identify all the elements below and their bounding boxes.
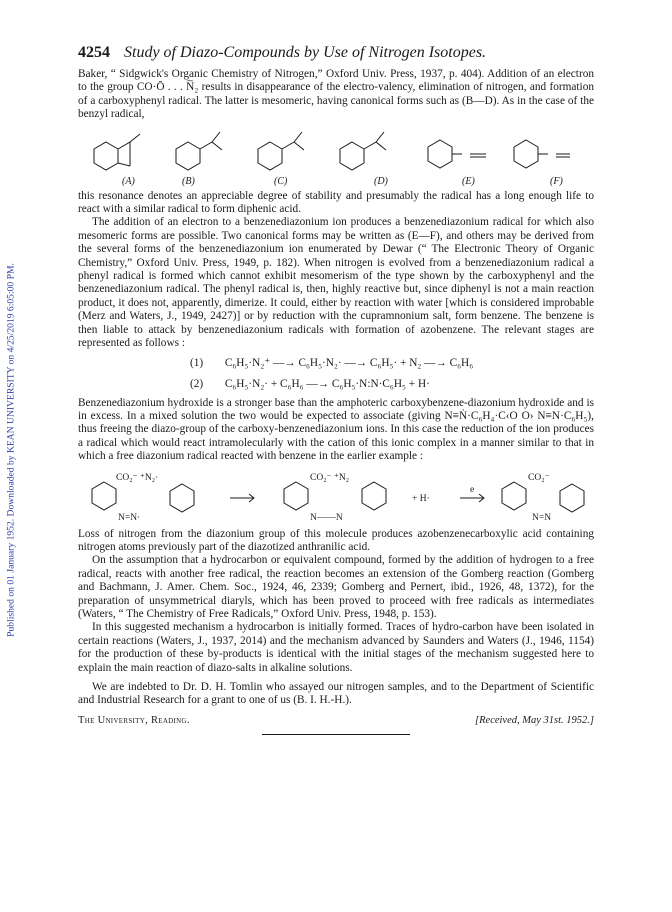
- scheme-right-ring-2: [560, 484, 584, 512]
- scheme-arrow-label: e: [470, 484, 475, 495]
- label-a: (A): [122, 175, 135, 187]
- label-c: (C): [274, 175, 288, 187]
- scheme-right-ring-1: [502, 482, 526, 510]
- structure-e: [428, 140, 486, 168]
- scheme-mid-bottom: N——N: [310, 512, 343, 523]
- scheme-left-ring-1: [92, 482, 116, 510]
- structures-a-f: [78, 126, 594, 188]
- scheme-right-bottom: N=N: [532, 512, 552, 523]
- structure-c: [258, 132, 304, 170]
- label-f: (F): [550, 175, 563, 187]
- equation-2-body: C₆H₅·N₂· + C₆H₆ —→ C₆H₅·N:N·C₆H₅ + H·: [224, 377, 430, 390]
- page-header: [78, 44, 594, 62]
- scheme-mid-ring-1: [284, 482, 308, 510]
- structure-b: [176, 132, 222, 170]
- paragraph-7: In this suggested mechanism a hydrocarbon is initially formed. Traces of hydro-carbon have been isolated in certain reactions (Waters, J., 1937, 2014) and the mechanism advanced by Saunders and Waters (J., 1946, 1154) for the production of these by-products is identical with the initial stages of the mechanism suggested here to explain the main reaction of diazo-salts in alkaline solutions.: [78, 621, 594, 674]
- page-footer: [78, 715, 594, 726]
- scheme-right-top: CO₂⁻: [528, 472, 550, 483]
- acknowledgement: We are indebted to Dr. D. H. Tomlin who assayed our nitrogen samples, and to the Department of Scientific and Industrial Research for a grant to one of us (B. I. H.-H.).: [78, 681, 594, 707]
- paragraph-3: The addition of an electron to a benzenediazonium ion produces a benzenediazonium radical for which also mesomeric forms are possible. Two canonical forms may be written as (E—F), and others may be derived from the several forms of the benzenediazonium ion enumerated by Dewar (“ The Electronic Theory of Organic Chemistry,” Oxford Univ. Press, 1949, p. 182). When nitrogen is evolved from a benzenediazonium radical a phenyl radical is formed which cannot exhibit mesomerism of the type shown by the carboxyphenyl and the benzenediazonium radical. The phenyl radical is, then, highly reactive but, since diphenyl is not a main reaction product, it does not, apparently, dimerize. It could, either by reaction with water [which is considered improbable (Merz and Waters, J., 1949, 2427)] or by reduction with the cupramnonium salt, form benzene. The benzene is then liable to attack by benzenediazonium radicals with formation of azobenzene. The relevant stages are represented as follows :: [78, 216, 594, 350]
- paragraph-4: Benzenediazonium hydroxide is a stronger base than the amphoteric carboxybenzene-diazonium hydroxide and is in excess. In a mixed solution the two would be expected to associate (giving N≡Ṅ·C₆H₄·C‹O O› N≡N·C₆H₅), thus freeing the diazo-group of the carboxy-benzenediazonium ions. In this case the reduction of the ion produces a radical which would react intramolecularly with the cation of this ionic complex in a manner similar to that in which a free diazonium radical reacted with benzene in the earlier example :: [78, 396, 594, 463]
- reaction-scheme: [78, 468, 594, 526]
- scheme-plus-h: + H·: [412, 493, 430, 504]
- scheme-mid-top: CO₂⁻ ⁺N₂: [310, 472, 350, 483]
- page-number: 4254: [78, 44, 110, 61]
- paragraph-1: Baker, “ Sidgwick's Organic Chemistry of Nitrogen,” Oxford Univ. Press, 1937, p. 404). Addition of an electron to the group CO·Ō . . . N̅₂ results in disappearance of the electro-valency, elimination of nitrogen, and formation of a carboxyphenyl radical. The latter is mesomeric, having canonical forms such as (B—D). As in the case of the benzyl radical,: [78, 68, 594, 121]
- structure-a: [94, 134, 140, 170]
- label-b: (B): [182, 175, 195, 187]
- label-d: (D): [374, 175, 388, 187]
- paragraph-2: this resonance denotes an appreciable degree of stability and presumably the radical has a long enough life to react with a similar radical to form diphenic acid.: [78, 189, 594, 216]
- paper-page: [78, 44, 594, 735]
- watermark-text: Published on 01 January 1952. Downloaded by KEAN UNIVERSITY on 4/25/2019 6:05:00 PM.: [5, 263, 17, 637]
- equation-1-label: (1): [190, 356, 204, 369]
- scheme-left-bottom: N=N·: [118, 512, 141, 523]
- scheme-left-top: CO₂⁻ ⁺N₂·: [116, 472, 159, 483]
- equation-1: [190, 355, 594, 372]
- end-rule: [262, 734, 410, 735]
- equation-2: [190, 376, 594, 393]
- running-title: Study of Diazo-Compounds by Use of Nitrogen Isotopes.: [124, 44, 487, 61]
- label-e: (E): [462, 175, 475, 187]
- structure-f: [514, 140, 570, 168]
- scheme-mid-ring-2: [362, 482, 386, 510]
- structure-d: [340, 132, 386, 170]
- equation-1-body: C₆H₅·N₂⁺ —→ C₆H₅·N₂· —→ C₆H₅· + N₂ —→ C₆H₆: [224, 356, 474, 369]
- equation-2-label: (2): [190, 377, 204, 390]
- received-date: [Received, May 31st. 1952.]: [475, 714, 594, 726]
- institution: The University, Reading.: [78, 714, 190, 726]
- paragraph-5: Loss of nitrogen from the diazonium group of this molecule produces azobenzenecarboxylic acid containing nitrogen atoms previously part of the diazotized anthranilic acid.: [78, 527, 594, 553]
- download-watermark: [4, 130, 18, 770]
- paragraph-6: On the assumption that a hydrocarbon or equivalent compound, formed by the addition of hydrogen to a free radical, reacts with another free radical, the reaction becomes an extension of the Gomberg reaction (Gomberg and Bachmann, J. Amer. Chem. Soc., 1924, 46, 2339; Gomberg and Pernert, ibid., 1926, 48, 1372), for the preparation of unsymmetrical diaryls, which has been proved to proceed with free radicals as intermediates (Waters, “ The Chemistry of Free Radicals,” Oxford Univ. Press, 1948, p. 153).: [78, 554, 594, 620]
- scheme-left-ring-2: [170, 484, 194, 512]
